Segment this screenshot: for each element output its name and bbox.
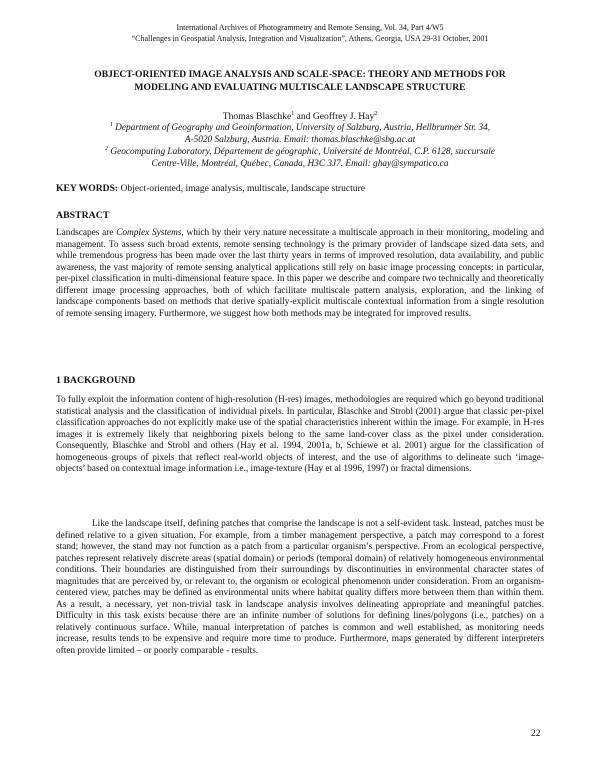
affiliation-1-line-2: A-5020 Salzburg, Austria. Email: thomas.blaschke@sbg.ac.at	[184, 134, 416, 145]
author-2-mark: 2	[374, 111, 378, 117]
author-conjunction: and	[294, 111, 313, 123]
author-1: Thomas Blaschke	[222, 111, 292, 123]
keywords-label: KEY WORDS:	[56, 183, 119, 194]
affiliation-2-line-2: Centre-Ville, Montréal, Québec, Canada, H3C 3J7. Email: ghay@sympatico.ca	[151, 158, 449, 169]
author-1-mark: 1	[291, 111, 295, 117]
abstract-heading: ABSTRACT	[56, 210, 110, 221]
keywords	[56, 183, 365, 194]
running-header-line-2: “Challenges in Geospatial Analysis, Integration and Visualization”, Athens, Georgia, USA 29-31 October, 2001	[131, 34, 489, 43]
background-paragraph-2: Like the landscape itself, defining patches that comprise the landscape is not a self-evident task. Instead, patches must be defined relative to a given situation. For example, from a timber management perspective, a patch may correspond to a forest stand; however, the stand may not function as a patch from a particular organism’s perspective. From an ecological perspective, patches represent relatively discrete areas (spatial domain) or periods (temporal domain) of relatively homogeneous environmental conditions. Their boundaries are distinguished from their surroundings by discontinuities in environmental character states of magnitudes that are perceived by, or relevant to, the organism or ecological phenomenon under consideration. From an organism-centered view, patches may be defined as environmental units where habitat quality differs more between them than within them. As a result, a necessary, yet non-trivial task in landscape analysis involves delineating appropriate and meaningful patches. Difficulty in this task exists because there are an infinite number of solutions for defining lines/polygons (i.e., patches) on a relatively continuous surface. While, manual interpretation of patches is common and well established, as monitoring needs increase, results tends to be expensive and require more time to produce. Furthermore, maps generated by different interpreters often provide limited – or poorly comparable - results.	[56, 519, 544, 657]
affiliation-2-mark: 2	[105, 146, 109, 152]
abstract-emphasis: Complex Systems	[116, 228, 182, 238]
running-header-line-1: International Archives of Photogrammetry and Remote Sensing, Vol. 34, Part 4/W5	[176, 23, 444, 32]
author-2: Geoffrey J. Hay	[312, 111, 375, 123]
keywords-text: Object-oriented, image analysis, multiscale, landscape structure	[118, 183, 366, 194]
paper-title	[50, 68, 550, 94]
page-number: 22	[531, 729, 541, 739]
abstract-paragraph: Landscapes are Complex Systems, which by their very nature necessitate a multiscale approach in their monitoring, modeling and management. To assess such broad extents, remote sensing technology is the primary provider of landscape sized data sets, and while tremendous progress has been made over the last thirty years in terms of improved resolution, data availability, and public awareness, the vast majority of remote sensing analytical applications still rely on basic image processing concepts: in particular, per-pixel classification in multi-dimensional feature space. In this paper we describe and compare two technically and theoretically different image processing approaches, both of which facilitate multiscale pattern analysis, exploration, and the linking of landscape components based on methods that derive spatially-explicit multiscale contextual information from a single resolution of remote sensing imagery. Furthermore, we suggest how both methods may be integrated for improved results.	[56, 228, 544, 319]
affiliation-2-line-1: $^2$ Geocomputing Laboratory, Département de géographic, Université de Montréal, C.P. 6128, succursale	[105, 146, 495, 158]
section-1-heading: 1 BACKGROUND	[56, 375, 136, 386]
title-line-1: OBJECT-ORIENTED IMAGE ANALYSIS AND SCALE-SPACE: THEORY AND METHODS FOR	[94, 69, 506, 80]
affiliation-1-mark: 1	[109, 122, 113, 128]
title-line-2: MODELING AND EVALUATING MULTISCALE LANDSCAPE STRUCTURE	[134, 82, 466, 93]
affiliation-2	[60, 144, 540, 170]
affiliation-1-line-1: $^1$ Department of Geography and Geoinformation, University of Salzburg, Austria, Hellbrunner Str. 34,	[109, 122, 491, 134]
background-paragraph-1: To fully exploit the information content of high-resolution (H-res) images, methodologies are required which go beyond traditional statistical analysis and the classification of individual pixels. In particular, Blaschke and Strobl (2001) argue that classic per-pixel classification approaches do not explicitly make use of the spatial characteristics inherent within the image. For example, in H-res images it is extremely likely that neighboring pixels belong to the same land-cover class as the pixel under consideration. Consequently, Blaschke and Strobl and others (Hay et al. 1994, 2001a, b, Schiewe et al. 2001) argue for the classification of homogeneous groups of pixels that reflect real-world objects of interest, and the use of algorithms to delineate such ‘image-objects’ based on contextual image information i.e., image-texture (Hay et al 1996, 1997) or fractal dimensions.	[56, 395, 544, 475]
affiliation-1	[60, 120, 540, 146]
